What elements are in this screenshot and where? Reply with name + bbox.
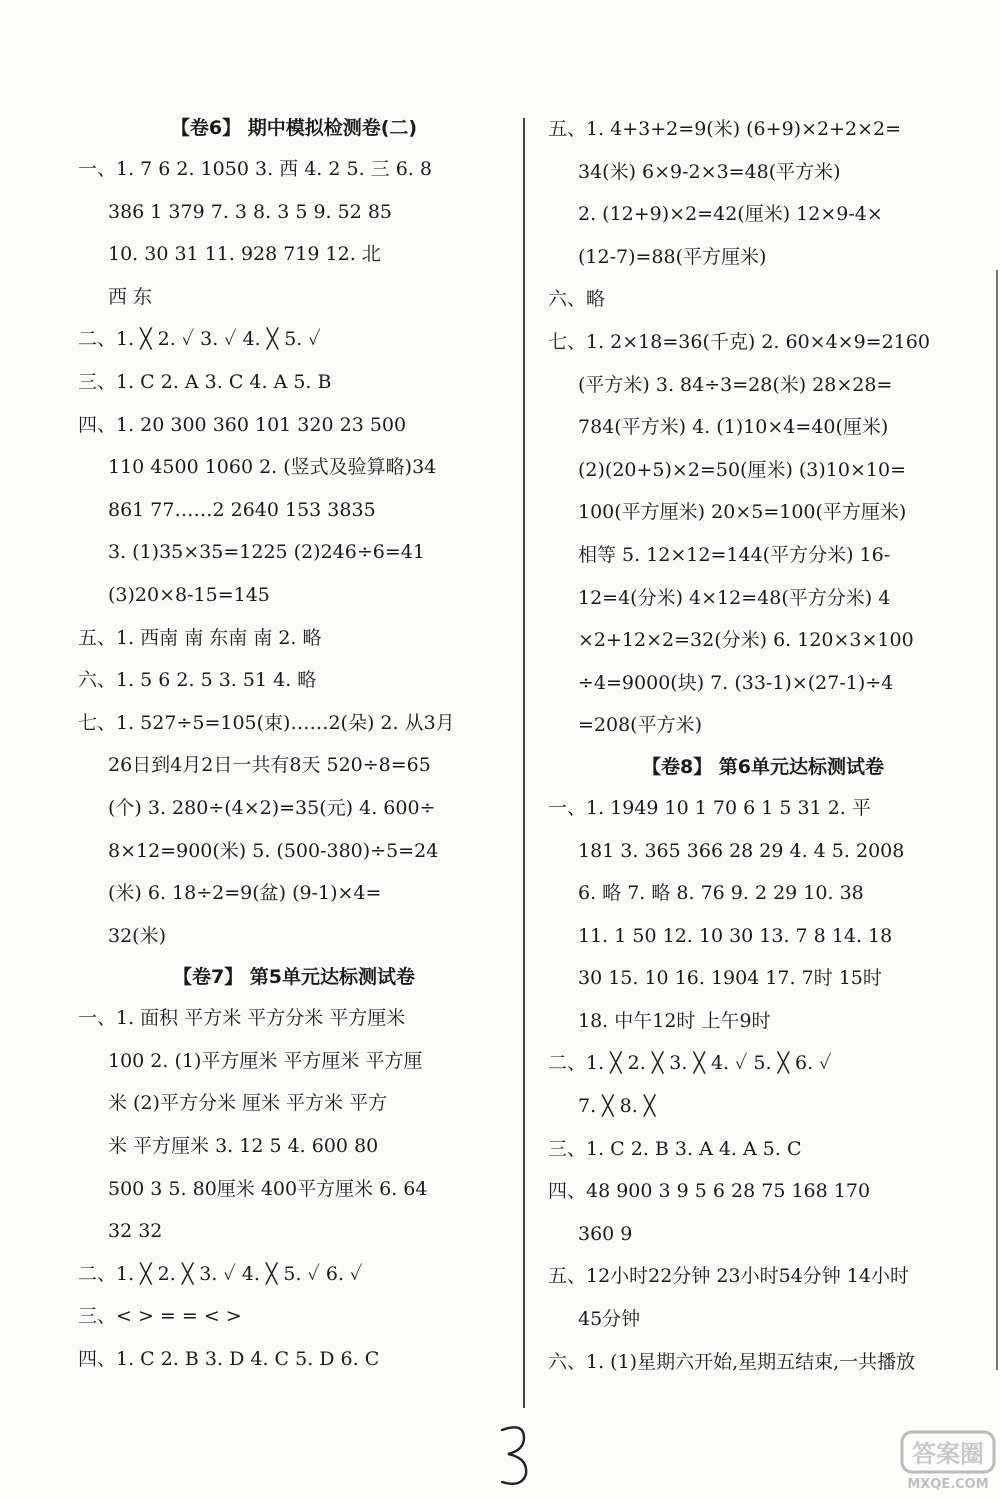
- answer-line: (平方米) 3. 84÷3=28(米) 28×28=: [578, 373, 893, 396]
- answer-line: 34(米) 6×9-2×3=48(平方米): [578, 160, 841, 183]
- answer-line: 五、12小时22分钟 23小时54分钟 14小时: [548, 1265, 909, 1288]
- answer-line: 861 77……2 2640 153 3835: [108, 498, 376, 521]
- answer-line: 18. 中午12时 上午9时: [578, 1009, 771, 1032]
- answer-line: 四、1. 20 300 360 101 320 23 500: [78, 413, 407, 436]
- section-juan8: [548, 747, 978, 1383]
- answer-line: 三、1. C 2. B 3. A 4. A 5. C: [548, 1137, 802, 1160]
- column-divider: [523, 118, 525, 1408]
- answer-line: 一、1. 7 6 2. 1050 3. 西 4. 2 5. 三 6. 8: [78, 158, 432, 180]
- watermark-top-text: 答案圈: [912, 1440, 984, 1468]
- answer-line: 六、略: [548, 288, 606, 311]
- answer-lines: [78, 148, 510, 957]
- section-title: 【卷8】 第6单元达标测试卷: [641, 755, 885, 778]
- answer-line: 一、1. 面积 平方米 平方分米 平方厘米: [78, 1007, 406, 1030]
- answer-line: 360 9: [578, 1222, 633, 1245]
- answer-line: 10. 30 31 11. 928 719 12. 北: [108, 243, 381, 266]
- answer-lines: [548, 787, 978, 1383]
- answer-line: 386 1 379 7. 3 8. 3 5 9. 52 85: [108, 200, 393, 223]
- answer-line: (个) 3. 280÷(4×2)=35(元) 4. 600÷: [108, 796, 436, 819]
- answer-line: (12-7)=88(平方厘米): [578, 245, 767, 268]
- answer-line: (米) 6. 18÷2=9(盆) (9-1)×4=: [108, 882, 382, 905]
- answer-line: 100 2. (1)平方厘米 平方厘米 平方厘: [108, 1049, 423, 1072]
- answer-line: 二、1. ╳ 2. ╳ 3. ✓ 4. ╳ 5. ✓ 6. ✓: [78, 1262, 363, 1285]
- answer-line: (2)(20+5)×2=50(厘米) (3)10×10=: [578, 458, 907, 481]
- answer-line: 3. (1)35×35=1225 (2)246÷6=41: [108, 541, 425, 564]
- answer-line: 6. 略 7. 略 8. 76 9. 2 29 10. 38: [578, 882, 864, 905]
- answer-line: 二、1. ╳ 2. ✓ 3. ✓ 4. ╳ 5. ✓: [78, 328, 321, 351]
- answer-line: 26日到4月2日一共有8天 520÷8=65: [108, 754, 431, 777]
- answer-line: 二、1. ╳ 2. ╳ 3. ╳ 4. ✓ 5. ╳ 6. ✓: [548, 1052, 832, 1075]
- answer-line: 三、< > = = < >: [78, 1305, 242, 1328]
- watermark-bottom-text: MXQE.COM: [907, 1477, 989, 1492]
- page-edge-shadow: [996, 270, 998, 1370]
- answer-lines: [548, 108, 978, 747]
- right-column: [548, 108, 978, 1383]
- answer-line: 六、1. (1)星期六开始,星期五结束,一共播放: [548, 1350, 916, 1373]
- answer-line: 45分钟: [578, 1308, 641, 1331]
- answer-line: 四、1. C 2. B 3. D 4. C 5. D 6. C: [78, 1348, 380, 1371]
- answer-line: 2. (12+9)×2=42(厘米) 12×9-4×: [578, 203, 883, 226]
- answer-line: 784(平方米) 4. (1)10×4=40(厘米): [578, 416, 889, 439]
- answer-line: 四、48 900 3 9 5 6 28 75 168 170: [548, 1180, 871, 1203]
- answer-line: 32(米): [108, 924, 167, 947]
- answer-line: 五、1. 4+3+2=9(米) (6+9)×2+2×2=: [548, 118, 902, 140]
- answer-line: ×2+12×2=32(分米) 6. 120×3×100: [578, 629, 914, 652]
- answer-line: 六、1. 5 6 2. 5 3. 51 4. 略: [78, 669, 317, 692]
- answer-line: 32 32: [108, 1220, 163, 1243]
- answer-line: 30 15. 10 16. 1904 17. 7时 15时: [578, 967, 882, 990]
- answer-line: ÷4=9000(块) 7. (33-1)×(27-1)÷4: [578, 671, 894, 694]
- answer-line: 西 东: [108, 285, 153, 308]
- answer-line: 米 平方厘米 3. 12 5 4. 600 80: [108, 1135, 379, 1158]
- section-juan7: [78, 957, 510, 1380]
- answer-line: 12=4(分米) 4×12=48(平方分米) 4: [578, 586, 891, 609]
- section-continued: [548, 108, 978, 747]
- answer-line: 相等 5. 12×12=144(平方分米) 16-: [578, 543, 891, 566]
- answer-line: 8×12=900(米) 5. (500-380)÷5=24: [108, 839, 439, 862]
- handwritten-page-number: [494, 1420, 534, 1490]
- section-juan6: [78, 108, 510, 957]
- answer-line: 11. 1 50 12. 10 30 13. 7 8 14. 18: [578, 924, 893, 947]
- answer-line: 7. ╳ 8. ╳: [578, 1095, 656, 1118]
- answer-lines: [78, 997, 510, 1380]
- answer-line: (3)20×8-15=145: [108, 583, 270, 606]
- section-title: 【卷6】 期中模拟检测卷(二): [170, 117, 418, 139]
- answer-line: 110 4500 1060 2. (竖式及验算略)34: [108, 456, 437, 479]
- answer-line: =208(平方米): [578, 714, 703, 737]
- answer-line: 七、1. 527÷5=105(束)……2(朵) 2. 从3月: [78, 711, 455, 734]
- answer-line: 七、1. 2×18=36(千克) 2. 60×4×9=2160: [548, 330, 930, 353]
- left-column: [78, 108, 510, 1381]
- answer-line: 181 3. 365 366 28 29 4. 4 5. 2008: [578, 839, 905, 862]
- answer-line: 五、1. 西南 南 东南 南 2. 略: [78, 626, 322, 649]
- answer-line: 500 3 5. 80厘米 400平方厘米 6. 64: [108, 1177, 428, 1200]
- answer-line: 一、1. 1949 10 1 70 6 1 5 31 2. 平: [548, 796, 871, 819]
- answer-line: 三、1. C 2. A 3. C 4. A 5. B: [78, 370, 332, 393]
- section-title: 【卷7】 第5单元达标测试卷: [172, 966, 416, 989]
- watermark-logo: [900, 1430, 996, 1492]
- answer-line: 100(平方厘米) 20×5=100(平方厘米): [578, 501, 907, 524]
- answer-line: 米 (2)平方分米 厘米 平方米 平方: [108, 1092, 388, 1115]
